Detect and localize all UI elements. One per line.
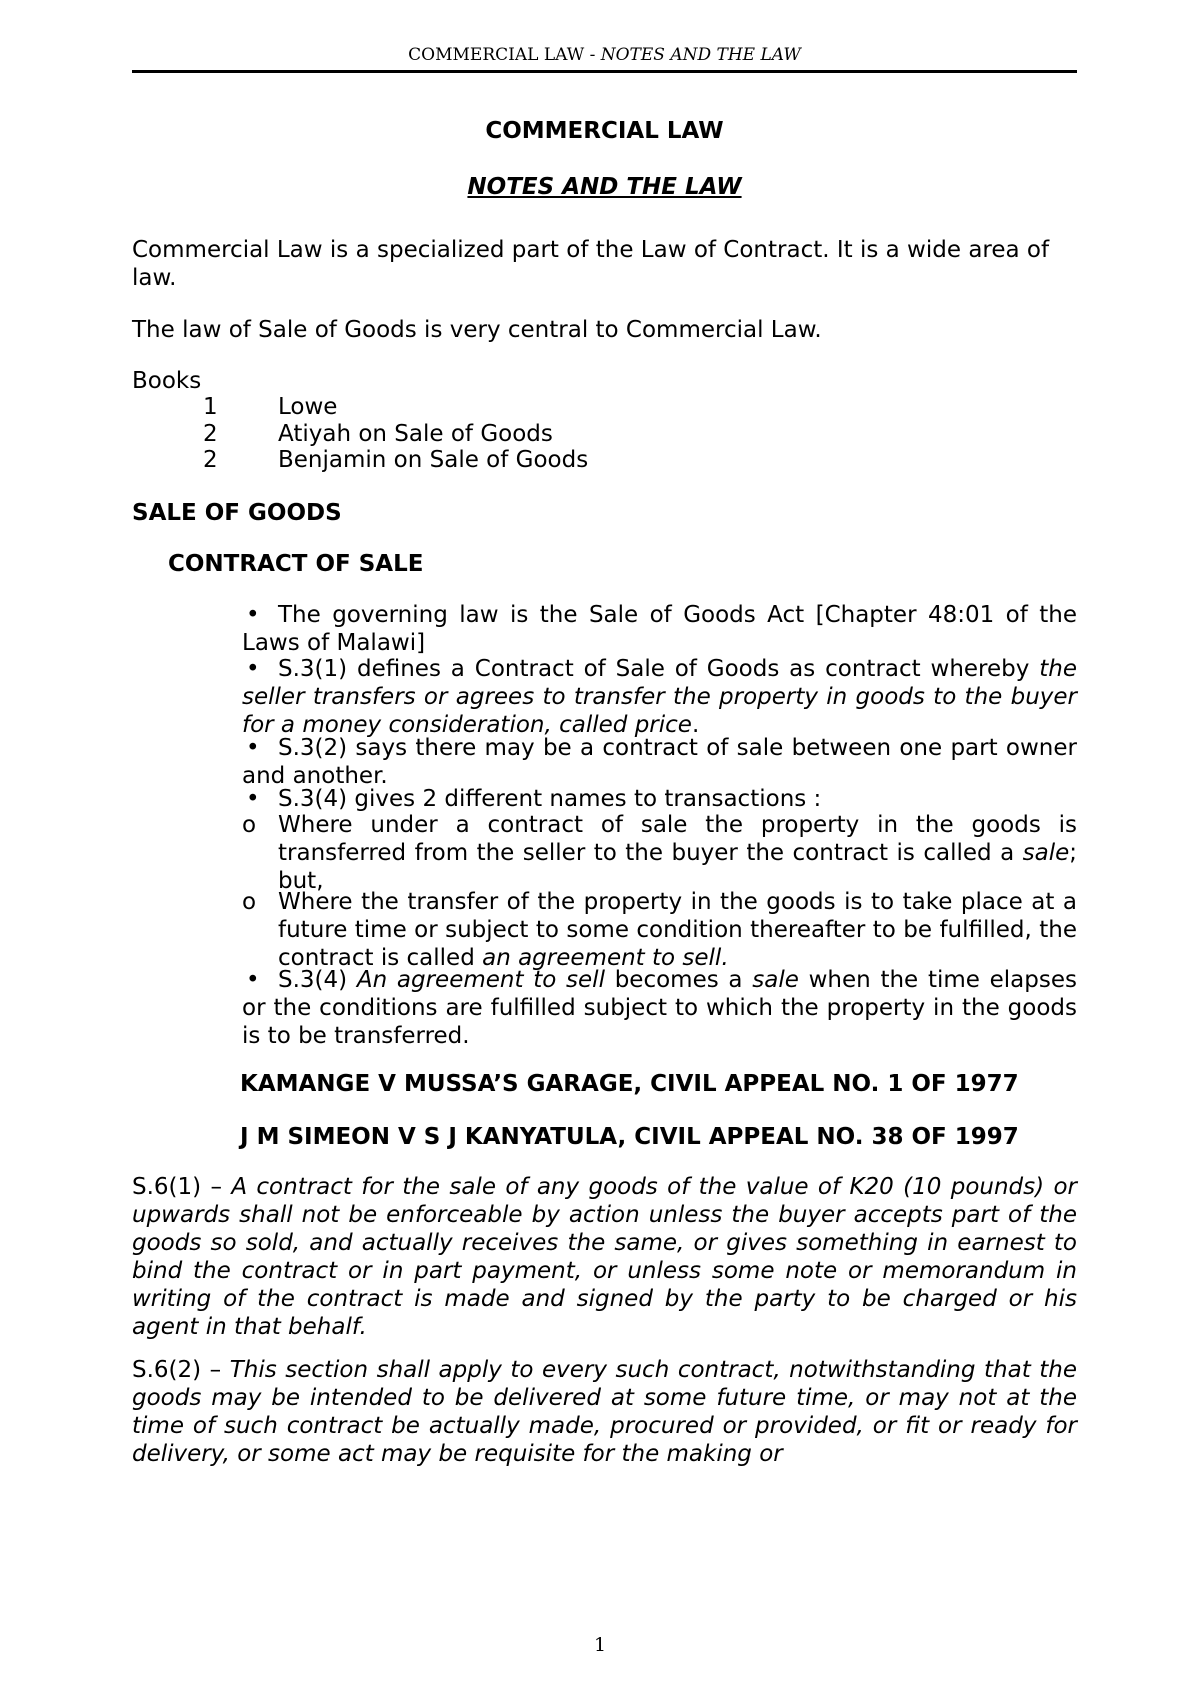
sub-bullet-italic-text: sale [1022, 840, 1070, 866]
book-title: Benjamin on Sale of Goods [278, 447, 589, 473]
book-number: 2 [203, 421, 218, 447]
bullet-italic-text: sale [752, 967, 799, 993]
bullet-text: S.3(1) defines a Contract of Sale of Goods as contract whereby [278, 656, 1040, 682]
section-text: This section shall apply to every such contract, notwithstanding that the goods may be intended to be delivered at some future time, or may not at the time of such contract be actually made, procured or provided, or fit or ready for delivery, or some act may be requisite for the making or [132, 1357, 1077, 1467]
intro-paragraph: Commercial Law is a specialized part of the Law of Contract. It is a wide area of law. [132, 237, 1050, 291]
intro-paragraph: The law of Sale of Goods is very central to Commercial Law. [132, 317, 822, 343]
case-citation: J M SIMEON V S J KANYATULA, CIVIL APPEAL NO. 38 OF 1997 [240, 1124, 1019, 1150]
bullet-marker: • [246, 735, 260, 761]
books-label: Books [132, 368, 202, 394]
sub-bullet-marker: o [242, 812, 257, 838]
book-title: Atiyah on Sale of Goods [278, 421, 553, 447]
case-citation: KAMANGE V MUSSA’S GARAGE, CIVIL APPEAL NO. 1 OF 1977 [240, 1071, 1019, 1097]
bullet-italic-text: the seller transfers or agrees to transfer the property in goods to the buyer for a money consideration, called price [242, 656, 1077, 738]
bullet-item: S.3(4) gives 2 different names to transactions : [278, 786, 822, 812]
bullet-text: becomes a [604, 967, 753, 993]
header-rule [132, 70, 1077, 73]
statute-section [132, 1173, 1077, 1341]
statute-section [132, 1356, 1077, 1468]
bullet-italic-text: An agreement to sell [356, 967, 605, 993]
bullet-marker: • [246, 967, 260, 993]
section-text: A contract for the sale of any goods of the value of K20 (10 pounds) or upwards shall not be enforceable by action unless the buyer accepts part of the goods so sold, and actually receives the same, or gives something in earnest to bind the contract or in part payment, or unless some note or memorandum in writing of the contract is made and signed by the party to be charged or his agent in that behalf. [132, 1174, 1077, 1340]
section-label: S.6(2) – [132, 1357, 230, 1383]
document-subtitle: NOTES AND THE LAW [467, 174, 742, 200]
bullet-text: S.3(4) [278, 967, 357, 993]
book-number: 2 [203, 447, 218, 473]
section-label: S.6(1) – [132, 1174, 232, 1200]
page-number: 1 [593, 1634, 607, 1656]
bullet-text: when the time elapses or the conditions are fulfilled subject to which the property in the goods is to be transferred. [242, 967, 1077, 1049]
document-title: COMMERCIAL LAW [485, 118, 724, 144]
sub-bullet-text: Where under a contract of sale the property in the goods is transferred from the seller to the buyer the contract is called a [278, 812, 1077, 866]
book-title: Lowe [278, 394, 338, 420]
sub-bullet-text: ; but, [278, 840, 1077, 894]
bullet-item: S.3(2) says there may be a contract of sale between one part owner and another. [242, 735, 1077, 789]
bullet-item [242, 966, 1077, 1050]
bullet-text: . [691, 712, 700, 738]
running-header-italic: NOTES AND THE LAW [600, 45, 801, 65]
bullet-item [242, 655, 1077, 739]
bullet-marker: • [246, 786, 260, 812]
bullet-marker: • [246, 602, 260, 628]
book-number: 1 [203, 394, 218, 420]
sub-bullet-marker: o [242, 889, 257, 915]
sub-bullet-text: Where the transfer of the property in the goods is to take place at a future time or subject to some condition thereafter to be fulfilled, the contract is called [278, 889, 1077, 971]
sub-bullet-item [278, 888, 1077, 972]
sub-bullet-item [278, 811, 1077, 895]
bullet-marker: • [246, 656, 260, 682]
subsection-heading: CONTRACT OF SALE [168, 551, 424, 577]
sub-bullet-italic-text: an agreement to sell. [482, 945, 729, 971]
running-header-prefix: COMMERCIAL LAW - [408, 45, 601, 65]
running-header [132, 44, 1077, 66]
bullet-item: The governing law is the Sale of Goods Act [Chapter 48:01 of the Laws of Malawi] [242, 602, 1077, 656]
section-heading: SALE OF GOODS [132, 500, 342, 526]
